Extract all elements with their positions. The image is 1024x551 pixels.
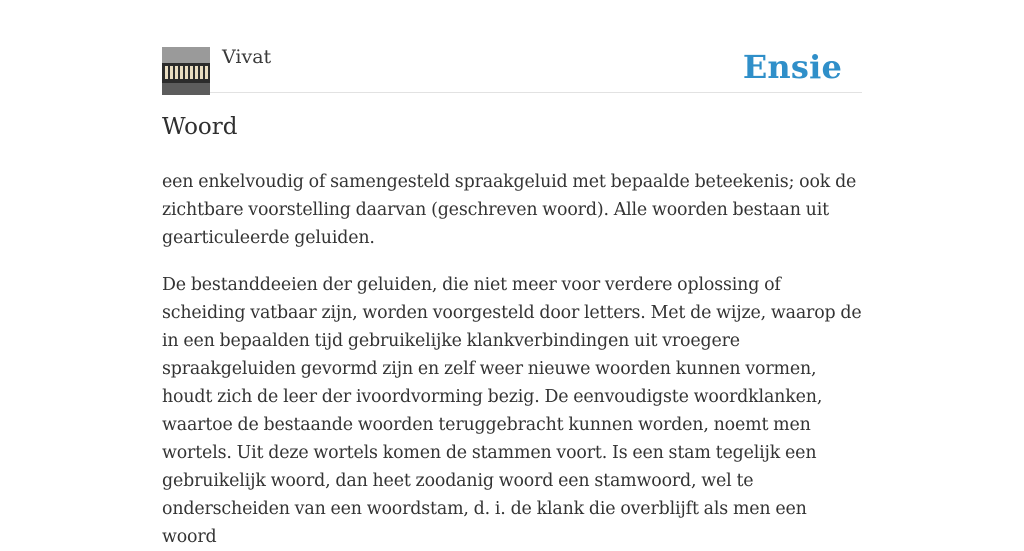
site-logo[interactable]: Ensie [742, 48, 842, 86]
article-header [162, 0, 862, 93]
article-title: Woord [162, 114, 238, 140]
article-page [162, 0, 862, 547]
author-avatar[interactable] [162, 47, 210, 95]
article-paragraph: De bestanddeeien der geluiden, die niet meer voor verdere oplossing of scheiding vatbaar zijn, worden voorgesteld door letters. Met de wijze, waarop de in een bepaalden tijd gebruikelijke klankverbindingen uit vroegere spraakgeluiden gevormd zijn en zelf weer nieuwe woorden kunnen vormen, houdt zich de leer der ivoordvorming bezig. De eenvoudigste woordklanken, waartoe de bestaande woorden teruggebracht kunnen worden, noemt men wortels. Uit deze wortels komen de stammen voort. Is een stam tegelijk een gebruikelijk woord, dan heet zoodanig woord een stamwoord, wel te onderscheiden van een woordstam, d. i. de klank die overblijft als men een woord [162, 275, 862, 547]
typewriter-keys-avatar-icon [162, 47, 210, 95]
article-paragraph: een enkelvoudig of samengesteld spraakgeluid met bepaalde beteekenis; ook de zichtbare voorstelling daarvan (geschreven woord). Alle woorden bestaan uit gearticuleerde geluiden. [162, 172, 857, 248]
author-name[interactable]: Vivat [222, 46, 272, 68]
